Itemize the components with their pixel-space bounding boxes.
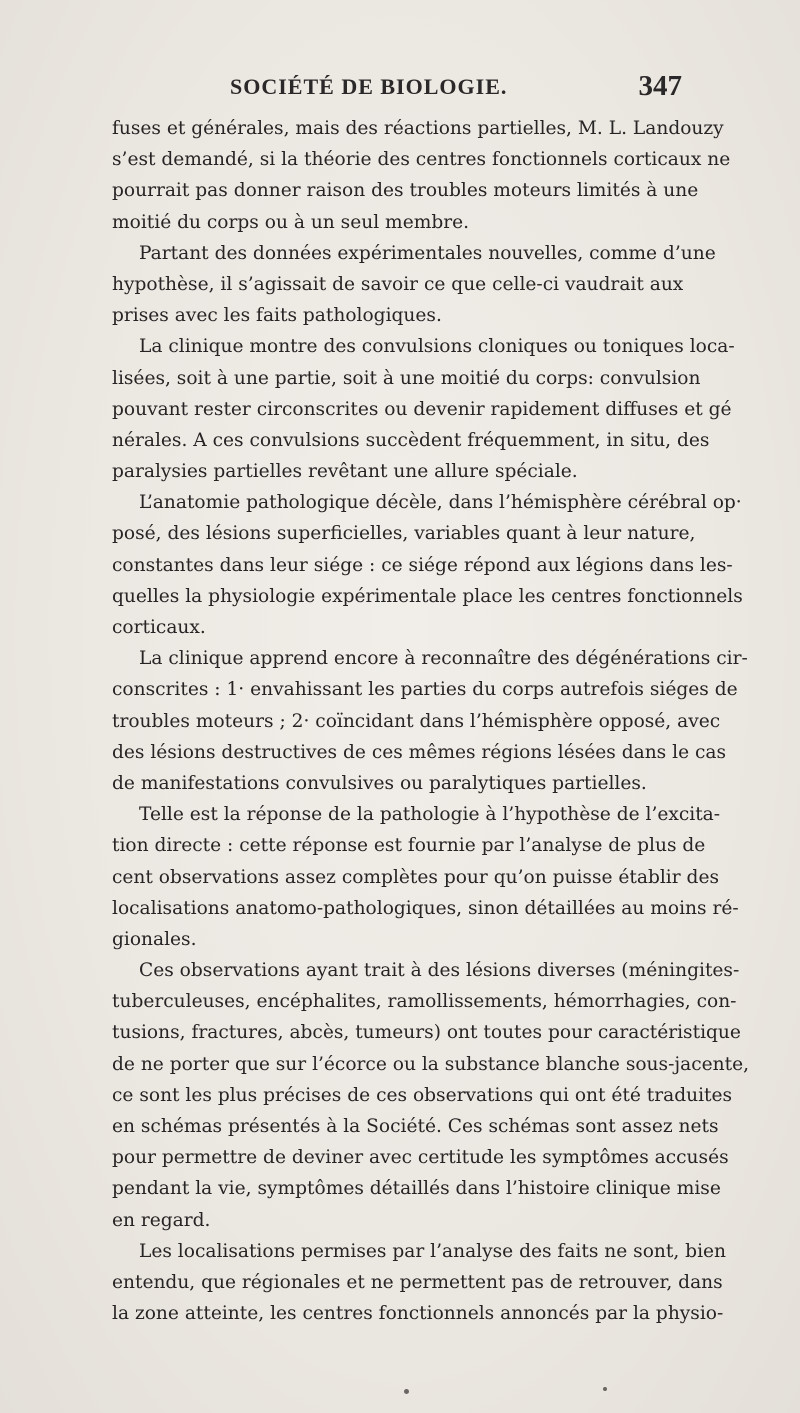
text-line: L’anatomie pathologique décèle, dans l’hémisphère cérébral op· <box>139 492 742 514</box>
ink-speck-icon <box>603 1387 607 1391</box>
text-line: Les localisations permises par l’analyse des faits ne sont, bien <box>139 1240 726 1262</box>
text-line: La clinique apprend encore à reconnaître des dégénérations cir- <box>139 648 748 670</box>
text-line: Partant des données expérimentales nouvelles, comme d’une <box>139 242 716 264</box>
page-header <box>112 70 682 106</box>
text-line: La clinique montre des convulsions cloniques ou toniques loca- <box>139 336 735 358</box>
text-line: troubles moteurs ; 2· coïncidant dans l’hémisphère opposé, avec <box>112 710 721 732</box>
ink-speck-icon <box>404 1389 409 1394</box>
text-line: de manifestations convulsives ou paralytiques partielles. <box>112 772 647 794</box>
text-line: localisations anatomo-pathologiques, sinon détaillées au moins ré- <box>112 897 739 919</box>
text-line: quelles la physiologie expérimentale place les centres fonctionnels <box>112 585 743 607</box>
text-line: pourrait pas donner raison des troubles moteurs limités à une <box>112 180 699 202</box>
body-text <box>112 113 749 1329</box>
text-line: ce sont les plus précises de ces observations qui ont été traduites <box>112 1084 733 1106</box>
text-line: prises avec les faits pathologiques. <box>112 305 442 327</box>
text-line: s’est demandé, si la théorie des centres fonctionnels corticaux ne <box>112 149 731 171</box>
text-line: conscrites : 1· envahissant les parties du corps autrefois siéges de <box>112 679 738 701</box>
text-line: paralysies partielles revêtant une allure spéciale. <box>112 461 578 483</box>
text-line: lisées, soit à une partie, soit à une moitié du corps: convulsion <box>112 367 701 389</box>
text-line: Ces observations ayant trait à des lésions diverses (méningites- <box>139 960 740 982</box>
text-line: constantes dans leur siége : ce siége répond aux légions dans les- <box>112 554 733 576</box>
text-line: cent observations assez complètes pour qu’on puisse établir des <box>112 866 720 888</box>
text-line: des lésions destructives de ces mêmes régions lésées dans le cas <box>112 741 727 763</box>
text-line: tusions, fractures, abcès, tumeurs) ont toutes pour caractéristique <box>112 1022 741 1044</box>
text-line: pour permettre de deviner avec certitude les symptômes accusés <box>112 1147 729 1169</box>
text-line: entendu, que régionales et ne permettent pas de retrouver, dans <box>112 1271 723 1293</box>
text-line: corticaux. <box>112 617 206 638</box>
text-line: la zone atteinte, les centres fonctionnels annoncés par la physio- <box>112 1303 724 1325</box>
text-line: pendant la vie, symptômes détaillés dans l’histoire clinique mise <box>112 1178 721 1200</box>
text-line: nérales. A ces convulsions succèdent fréquemment, in situ, des <box>112 429 710 451</box>
text-line: en schémas présentés à la Société. Ces schémas sont assez nets <box>112 1116 719 1137</box>
text-line: en regard. <box>112 1209 211 1231</box>
text-line: gionales. <box>112 928 197 950</box>
text-line: Telle est la réponse de la pathologie à l’hypothèse de l’excita- <box>139 804 721 826</box>
page-number: 347 <box>638 70 682 102</box>
text-line: posé, des lésions superficielles, variables quant à leur nature, <box>112 523 696 545</box>
text-line: moitié du corps ou à un seul membre. <box>112 211 470 233</box>
text-line: fuses et générales, mais des réactions partielles, M. L. Landouzy <box>112 118 724 139</box>
text-line: de ne porter que sur l’écorce ou la substance blanche sous-jacente, <box>112 1053 749 1075</box>
text-line: tion directe : cette réponse est fournie par l’analyse de plus de <box>112 835 706 857</box>
text-line: tuberculeuses, encéphalites, ramollissements, hémorrhagies, con- <box>112 991 737 1013</box>
text-line: hypothèse, il s’agissait de savoir ce que celle-ci vaudrait aux <box>112 273 684 295</box>
running-head: SOCIÉTÉ DE BIOLOGIE. <box>230 74 508 99</box>
text-line: pouvant rester circonscrites ou devenir rapidement diffuses et gé <box>112 398 732 420</box>
